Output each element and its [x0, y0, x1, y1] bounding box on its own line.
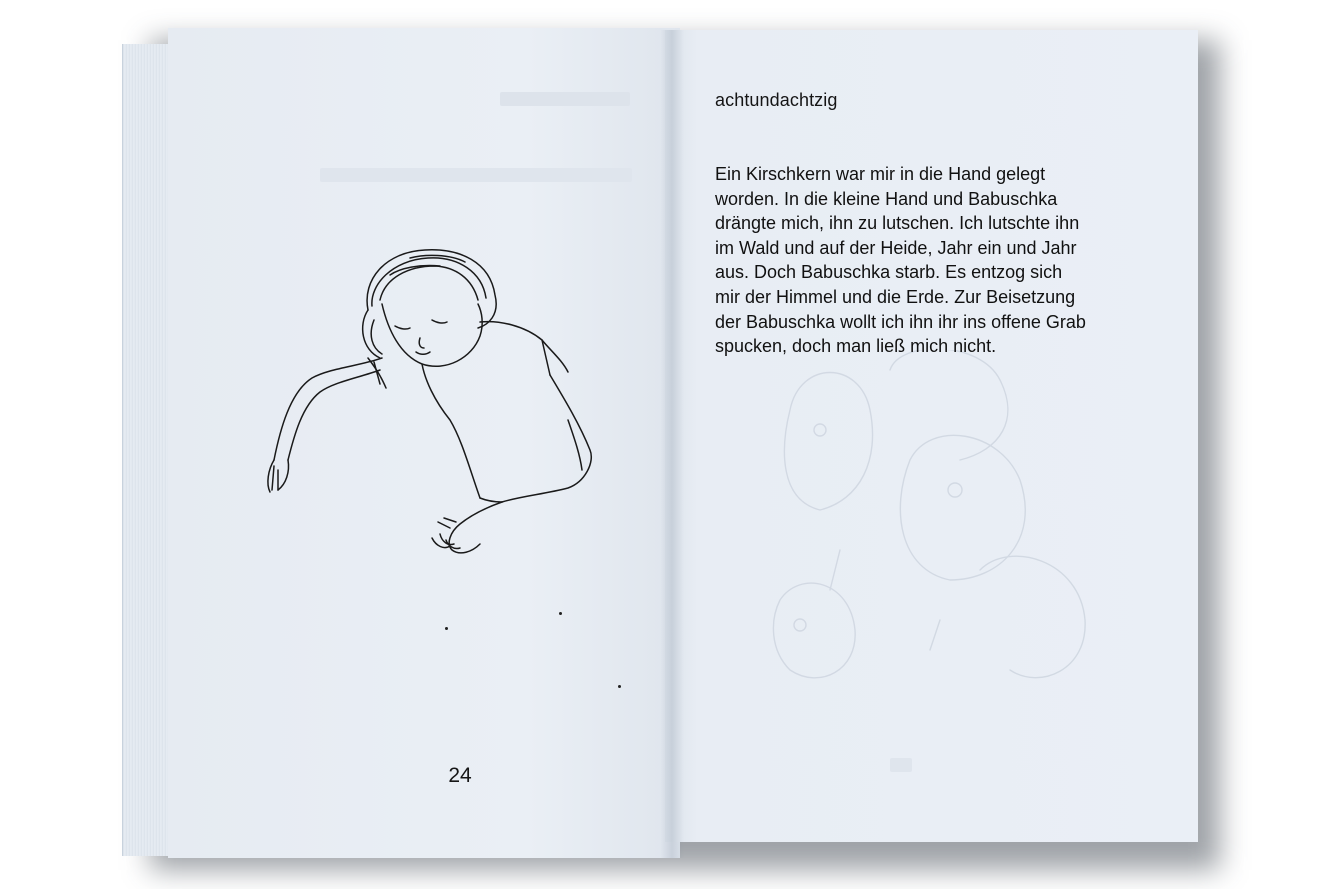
body-line: worden. In die kleine Hand und Babuschka	[715, 188, 1058, 209]
chapter-title: achtundachtzig	[715, 90, 838, 110]
body-line: spucken, doch man ließ mich nicht.	[715, 336, 997, 357]
body-line: aus. Doch Babuschka starb. Es entzog sich	[715, 262, 1063, 283]
body-line: drängte mich, ihn zu lutschen. Ich lutschte ihn	[715, 213, 1080, 234]
page-number: 24	[448, 764, 472, 787]
body-line: im Wald und auf der Heide, Jahr ein und Jahr	[715, 237, 1077, 258]
show-through-line	[320, 168, 632, 182]
ink-dot	[618, 685, 621, 688]
body-line: Ein Kirschkern war mir in die Hand gelegt	[715, 164, 1046, 184]
book-gutter	[660, 30, 684, 858]
ink-dot	[559, 612, 562, 615]
show-through-drawing-icon	[740, 350, 1120, 710]
sleeping-child-drawing-icon	[250, 240, 610, 570]
body-line: der Babuschka wollt ich ihn ihr ins offene Grab	[715, 311, 1086, 332]
body-line: mir der Himmel und die Erde. Zur Beisetzung	[715, 286, 1076, 307]
body-paragraph	[715, 162, 1155, 359]
show-through-heading	[500, 92, 630, 106]
show-through-page-number	[890, 758, 912, 772]
ink-dot	[445, 627, 448, 630]
